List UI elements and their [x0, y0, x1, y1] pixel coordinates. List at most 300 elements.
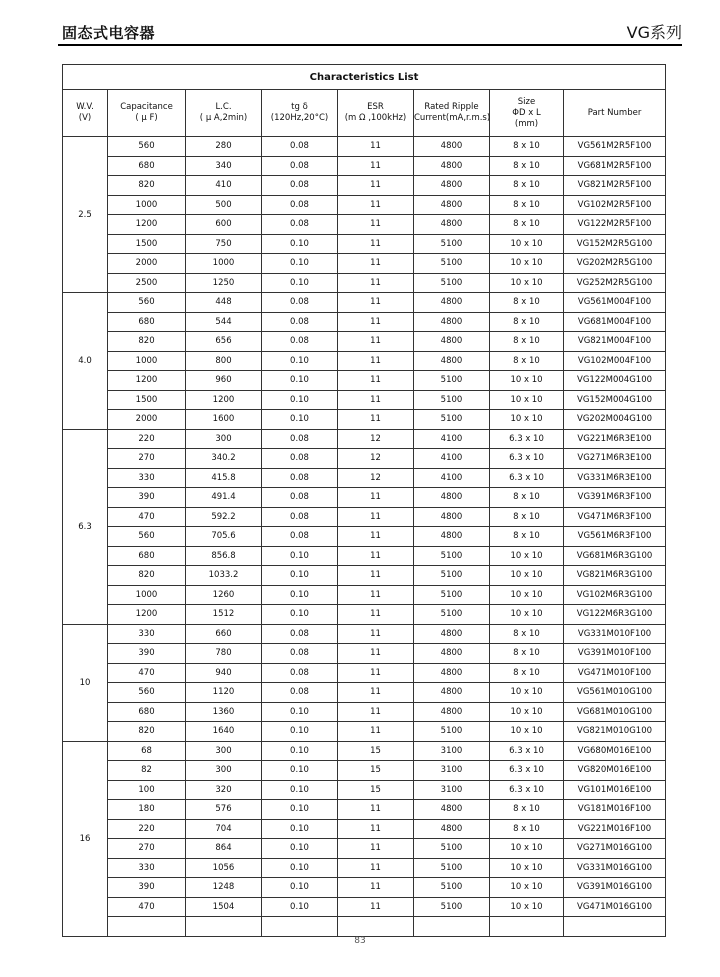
part-number-cell: VG202M2R5G100 — [564, 254, 666, 274]
ripple-cell: 5100 — [414, 234, 490, 254]
part-number-cell: VG101M016E100 — [564, 780, 666, 800]
capacitance-cell: 680 — [108, 702, 186, 722]
tg-cell: 0.10 — [262, 702, 338, 722]
size-cell: 10 x 10 — [490, 858, 564, 878]
capacitance-cell: 560 — [108, 137, 186, 157]
table-row — [63, 410, 666, 430]
table-row — [63, 566, 666, 586]
ripple-cell: 5100 — [414, 566, 490, 586]
lc-cell: 1360 — [186, 702, 262, 722]
capacitance-cell: 470 — [108, 897, 186, 917]
ripple-cell: 4800 — [414, 156, 490, 176]
part-number-cell: VG271M6R3E100 — [564, 449, 666, 469]
capacitance-cell: 270 — [108, 839, 186, 859]
esr-cell: 11 — [338, 546, 414, 566]
part-number-cell: VG271M016G100 — [564, 839, 666, 859]
size-cell: 8 x 10 — [490, 527, 564, 547]
lc-cell: 300 — [186, 761, 262, 781]
capacitance-cell: 330 — [108, 468, 186, 488]
part-number-cell: VG561M2R5F100 — [564, 137, 666, 157]
col-header-lc: L.C. ( μ A,2min) — [186, 90, 262, 137]
lc-cell: 1250 — [186, 273, 262, 293]
ripple-cell: 4800 — [414, 195, 490, 215]
capacitance-cell: 390 — [108, 878, 186, 898]
size-cell: 8 x 10 — [490, 663, 564, 683]
esr-cell: 11 — [338, 683, 414, 703]
lc-cell: 340.2 — [186, 449, 262, 469]
ripple-cell: 5100 — [414, 605, 490, 625]
esr-cell: 11 — [338, 156, 414, 176]
capacitance-cell: 1200 — [108, 371, 186, 391]
tg-cell: 0.08 — [262, 449, 338, 469]
part-number-cell: VG331M6R3E100 — [564, 468, 666, 488]
tg-cell: 0.10 — [262, 546, 338, 566]
ripple-cell: 4800 — [414, 137, 490, 157]
size-cell: 8 x 10 — [490, 215, 564, 235]
size-cell: 8 x 10 — [490, 176, 564, 196]
voltage-cell: 6.3 — [63, 429, 108, 624]
lc-cell: 500 — [186, 195, 262, 215]
voltage-cell: 2.5 — [63, 137, 108, 293]
tg-cell: 0.10 — [262, 741, 338, 761]
lc-cell: 940 — [186, 663, 262, 683]
tg-cell: 0.08 — [262, 624, 338, 644]
part-number-cell: VG820M016E100 — [564, 761, 666, 781]
part-number-cell: VG152M004G100 — [564, 390, 666, 410]
esr-cell: 15 — [338, 761, 414, 781]
table-row — [63, 371, 666, 391]
lc-cell: 1120 — [186, 683, 262, 703]
capacitance-cell: 820 — [108, 332, 186, 352]
ripple-cell: 5100 — [414, 410, 490, 430]
part-number-cell: VG821M004F100 — [564, 332, 666, 352]
col-header-ripple: Rated Ripple Current(mA,r.m.s) — [414, 90, 490, 137]
table-row — [63, 468, 666, 488]
lc-cell: 1033.2 — [186, 566, 262, 586]
esr-cell: 11 — [338, 293, 414, 313]
ripple-cell: 5100 — [414, 839, 490, 859]
lc-cell: 1056 — [186, 858, 262, 878]
capacitance-cell: 2000 — [108, 410, 186, 430]
table-row — [63, 273, 666, 293]
lc-cell: 1504 — [186, 897, 262, 917]
size-cell: 10 x 10 — [490, 897, 564, 917]
size-cell: 10 x 10 — [490, 722, 564, 742]
capacitance-cell: 1000 — [108, 351, 186, 371]
col-header-capacitance: Capacitance ( μ F) — [108, 90, 186, 137]
capacitance-cell: 180 — [108, 800, 186, 820]
lc-cell: 800 — [186, 351, 262, 371]
size-cell: 8 x 10 — [490, 312, 564, 332]
tg-cell: 0.08 — [262, 488, 338, 508]
table-row — [63, 254, 666, 274]
esr-cell: 11 — [338, 390, 414, 410]
part-number-cell: VG391M016G100 — [564, 878, 666, 898]
lc-cell: 576 — [186, 800, 262, 820]
ripple-cell: 5100 — [414, 897, 490, 917]
ripple-cell: 5100 — [414, 585, 490, 605]
capacitance-cell: 560 — [108, 683, 186, 703]
ripple-cell: 4800 — [414, 332, 490, 352]
size-cell: 6.3 x 10 — [490, 780, 564, 800]
table-row — [63, 761, 666, 781]
tg-cell: 0.08 — [262, 663, 338, 683]
tg-cell: 0.10 — [262, 839, 338, 859]
tg-cell: 0.10 — [262, 819, 338, 839]
tg-cell: 0.10 — [262, 780, 338, 800]
capacitance-cell: 1000 — [108, 195, 186, 215]
esr-cell: 11 — [338, 878, 414, 898]
tg-cell: 0.08 — [262, 683, 338, 703]
esr-cell: 11 — [338, 332, 414, 352]
ripple-cell: 3100 — [414, 780, 490, 800]
capacitance-cell: 220 — [108, 819, 186, 839]
ripple-cell: 5100 — [414, 858, 490, 878]
table-row — [63, 917, 666, 937]
lc-cell: 1600 — [186, 410, 262, 430]
size-cell: 10 x 10 — [490, 839, 564, 859]
esr-cell: 11 — [338, 605, 414, 625]
esr-cell: 15 — [338, 741, 414, 761]
table-row — [63, 741, 666, 761]
lc-cell: 600 — [186, 215, 262, 235]
size-cell: 8 x 10 — [490, 624, 564, 644]
esr-cell: 11 — [338, 819, 414, 839]
tg-cell: 0.08 — [262, 195, 338, 215]
size-cell: 10 x 10 — [490, 566, 564, 586]
table-row — [63, 215, 666, 235]
lc-cell: 1000 — [186, 254, 262, 274]
ripple-cell: 4800 — [414, 624, 490, 644]
size-cell: 10 x 10 — [490, 254, 564, 274]
esr-cell: 11 — [338, 702, 414, 722]
tg-cell: 0.08 — [262, 176, 338, 196]
table-row — [63, 293, 666, 313]
size-cell: 6.3 x 10 — [490, 468, 564, 488]
size-cell: 8 x 10 — [490, 137, 564, 157]
capacitance-cell: 820 — [108, 566, 186, 586]
tg-cell: 0.10 — [262, 858, 338, 878]
table-header-row — [63, 90, 666, 137]
size-cell: 10 x 10 — [490, 371, 564, 391]
part-number-cell: VG122M6R3G100 — [564, 605, 666, 625]
esr-cell: 11 — [338, 137, 414, 157]
table-row — [63, 839, 666, 859]
part-number-cell: VG221M6R3E100 — [564, 429, 666, 449]
size-cell: 6.3 x 10 — [490, 429, 564, 449]
table-row — [63, 624, 666, 644]
ripple-cell: 4800 — [414, 527, 490, 547]
capacitance-cell: 220 — [108, 429, 186, 449]
voltage-cell: 10 — [63, 624, 108, 741]
esr-cell: 11 — [338, 858, 414, 878]
capacitance-cell: 470 — [108, 507, 186, 527]
part-number-cell: VG821M6R3G100 — [564, 566, 666, 586]
tg-cell: 0.10 — [262, 585, 338, 605]
size-cell: 6.3 x 10 — [490, 449, 564, 469]
ripple-cell: 4800 — [414, 488, 490, 508]
size-cell: 10 x 10 — [490, 273, 564, 293]
size-cell: 8 x 10 — [490, 800, 564, 820]
esr-cell: 11 — [338, 527, 414, 547]
tg-cell: 0.10 — [262, 897, 338, 917]
lc-cell: 1200 — [186, 390, 262, 410]
capacitance-cell: 270 — [108, 449, 186, 469]
size-cell: 10 x 10 — [490, 546, 564, 566]
tg-cell: 0.10 — [262, 878, 338, 898]
lc-cell: 1260 — [186, 585, 262, 605]
table-row — [63, 390, 666, 410]
tg-cell: 0.10 — [262, 371, 338, 391]
part-number-cell: VG561M010G100 — [564, 683, 666, 703]
size-cell: 8 x 10 — [490, 819, 564, 839]
part-number-cell: VG122M2R5F100 — [564, 215, 666, 235]
series-title: VG系列 — [626, 23, 682, 42]
esr-cell: 12 — [338, 449, 414, 469]
ripple-cell: 4800 — [414, 176, 490, 196]
esr-cell: 12 — [338, 429, 414, 449]
size-cell — [490, 917, 564, 937]
lc-cell: 856.8 — [186, 546, 262, 566]
size-cell: 8 x 10 — [490, 332, 564, 352]
esr-cell: 11 — [338, 566, 414, 586]
table-row — [63, 858, 666, 878]
capacitance-cell: 1500 — [108, 234, 186, 254]
lc-cell: 704 — [186, 819, 262, 839]
table-row — [63, 507, 666, 527]
lc-cell: 415.8 — [186, 468, 262, 488]
header-title: 固态式电容器 — [62, 24, 156, 42]
ripple-cell: 3100 — [414, 741, 490, 761]
tg-cell: 0.08 — [262, 468, 338, 488]
ripple-cell: 4800 — [414, 293, 490, 313]
part-number-cell: VG681M2R5F100 — [564, 156, 666, 176]
capacitance-cell: 820 — [108, 176, 186, 196]
size-cell: 8 x 10 — [490, 156, 564, 176]
col-header-esr: ESR (m Ω ,100kHz) — [338, 90, 414, 137]
part-number-cell: VG252M2R5G100 — [564, 273, 666, 293]
part-number-cell: VG331M016G100 — [564, 858, 666, 878]
part-number-cell: VG821M010G100 — [564, 722, 666, 742]
size-cell: 10 x 10 — [490, 410, 564, 430]
lc-cell: 491.4 — [186, 488, 262, 508]
lc-cell: 864 — [186, 839, 262, 859]
col-header-wv: W.V. (V) — [63, 90, 108, 137]
ripple-cell: 4800 — [414, 507, 490, 527]
ripple-cell: 4800 — [414, 702, 490, 722]
size-cell: 10 x 10 — [490, 702, 564, 722]
part-number-cell: VG471M010F100 — [564, 663, 666, 683]
capacitance-cell: 560 — [108, 527, 186, 547]
size-cell: 8 x 10 — [490, 195, 564, 215]
esr-cell: 11 — [338, 624, 414, 644]
part-number-cell: VG821M2R5F100 — [564, 176, 666, 196]
esr-cell: 11 — [338, 839, 414, 859]
capacitance-cell: 82 — [108, 761, 186, 781]
esr-cell: 11 — [338, 371, 414, 391]
page-header — [62, 22, 682, 44]
size-cell: 6.3 x 10 — [490, 761, 564, 781]
ripple-cell: 5100 — [414, 254, 490, 274]
table-row — [63, 234, 666, 254]
esr-cell: 11 — [338, 722, 414, 742]
tg-cell: 0.10 — [262, 234, 338, 254]
lc-cell: 410 — [186, 176, 262, 196]
capacitance-cell: 560 — [108, 293, 186, 313]
size-cell: 10 x 10 — [490, 683, 564, 703]
ripple-cell: 4800 — [414, 819, 490, 839]
ripple-cell: 4800 — [414, 644, 490, 664]
table-row — [63, 722, 666, 742]
esr-cell: 11 — [338, 585, 414, 605]
esr-cell: 15 — [338, 780, 414, 800]
table-row — [63, 800, 666, 820]
esr-cell: 11 — [338, 800, 414, 820]
tg-cell: 0.08 — [262, 156, 338, 176]
ripple-cell: 4800 — [414, 800, 490, 820]
lc-cell: 300 — [186, 429, 262, 449]
capacitance-cell: 1000 — [108, 585, 186, 605]
ripple-cell: 4800 — [414, 683, 490, 703]
table-row — [63, 897, 666, 917]
tg-cell: 0.10 — [262, 722, 338, 742]
capacitance-cell: 820 — [108, 722, 186, 742]
capacitance-cell: 330 — [108, 858, 186, 878]
part-number-cell: VG102M2R5F100 — [564, 195, 666, 215]
tg-cell: 0.08 — [262, 137, 338, 157]
size-cell: 8 x 10 — [490, 644, 564, 664]
lc-cell: 320 — [186, 780, 262, 800]
part-number-cell: VG102M6R3G100 — [564, 585, 666, 605]
ripple-cell: 5100 — [414, 273, 490, 293]
capacitance-cell: 470 — [108, 663, 186, 683]
esr-cell: 11 — [338, 410, 414, 430]
part-number-cell: VG122M004G100 — [564, 371, 666, 391]
esr-cell: 11 — [338, 195, 414, 215]
capacitance-cell: 1200 — [108, 215, 186, 235]
table-row — [63, 585, 666, 605]
tg-cell: 0.10 — [262, 761, 338, 781]
ripple-cell: 4100 — [414, 468, 490, 488]
size-cell: 10 x 10 — [490, 585, 564, 605]
capacitance-cell: 2000 — [108, 254, 186, 274]
size-cell: 10 x 10 — [490, 878, 564, 898]
tg-cell: 0.10 — [262, 605, 338, 625]
capacitance-cell: 680 — [108, 546, 186, 566]
size-cell: 10 x 10 — [490, 390, 564, 410]
lc-cell: 1640 — [186, 722, 262, 742]
ripple-cell: 4800 — [414, 312, 490, 332]
capacitance-cell: 68 — [108, 741, 186, 761]
capacitance-cell: 100 — [108, 780, 186, 800]
table-row — [63, 780, 666, 800]
esr-cell: 11 — [338, 273, 414, 293]
lc-cell: 780 — [186, 644, 262, 664]
table-row — [63, 137, 666, 157]
table-row — [63, 176, 666, 196]
lc-cell: 656 — [186, 332, 262, 352]
tg-cell: 0.08 — [262, 293, 338, 313]
part-number-cell: VG561M6R3F100 — [564, 527, 666, 547]
esr-cell: 11 — [338, 215, 414, 235]
lc-cell: 544 — [186, 312, 262, 332]
lc-cell: 705.6 — [186, 527, 262, 547]
lc-cell: 448 — [186, 293, 262, 313]
capacitance-cell — [108, 917, 186, 937]
table-row — [63, 527, 666, 547]
tg-cell: 0.10 — [262, 800, 338, 820]
part-number-cell: VG391M6R3F100 — [564, 488, 666, 508]
lc-cell: 280 — [186, 137, 262, 157]
col-header-tg: tg δ (120Hz,20°C) — [262, 90, 338, 137]
part-number-cell: VG391M010F100 — [564, 644, 666, 664]
part-number-cell: VG331M010F100 — [564, 624, 666, 644]
table-row — [63, 195, 666, 215]
lc-cell — [186, 917, 262, 937]
table-row — [63, 878, 666, 898]
esr-cell: 11 — [338, 351, 414, 371]
ripple-cell: 4100 — [414, 429, 490, 449]
tg-cell — [262, 917, 338, 937]
part-number-cell: VG681M010G100 — [564, 702, 666, 722]
tg-cell: 0.08 — [262, 507, 338, 527]
esr-cell: 11 — [338, 663, 414, 683]
ripple-cell: 4100 — [414, 449, 490, 469]
lc-cell: 960 — [186, 371, 262, 391]
table-row — [63, 702, 666, 722]
capacitance-cell: 330 — [108, 624, 186, 644]
table-row — [63, 429, 666, 449]
part-number-cell: VG221M016F100 — [564, 819, 666, 839]
part-number-cell: VG681M6R3G100 — [564, 546, 666, 566]
tg-cell: 0.08 — [262, 332, 338, 352]
table-row — [63, 332, 666, 352]
table-row — [63, 546, 666, 566]
size-cell: 8 x 10 — [490, 351, 564, 371]
lc-cell: 340 — [186, 156, 262, 176]
col-header-part-number: Part Number — [564, 90, 666, 137]
part-number-cell: VG680M016E100 — [564, 741, 666, 761]
lc-cell: 660 — [186, 624, 262, 644]
tg-cell: 0.10 — [262, 390, 338, 410]
part-number-cell: VG471M6R3F100 — [564, 507, 666, 527]
tg-cell: 0.10 — [262, 351, 338, 371]
tg-cell: 0.10 — [262, 273, 338, 293]
capacitance-cell: 2500 — [108, 273, 186, 293]
ripple-cell: 3100 — [414, 761, 490, 781]
capacitance-cell: 1200 — [108, 605, 186, 625]
part-number-cell: VG471M016G100 — [564, 897, 666, 917]
page-number: 83 — [354, 936, 366, 946]
voltage-cell: 4.0 — [63, 293, 108, 430]
size-cell: 8 x 10 — [490, 507, 564, 527]
lc-cell: 592.2 — [186, 507, 262, 527]
capacitance-cell: 680 — [108, 312, 186, 332]
table-row — [63, 819, 666, 839]
tg-cell: 0.08 — [262, 312, 338, 332]
lc-cell: 300 — [186, 741, 262, 761]
capacitance-cell: 390 — [108, 644, 186, 664]
table-title: Characteristics List — [63, 65, 666, 90]
table-row — [63, 156, 666, 176]
esr-cell: 11 — [338, 644, 414, 664]
part-number-cell: VG152M2R5G100 — [564, 234, 666, 254]
table-row — [63, 351, 666, 371]
esr-cell: 11 — [338, 312, 414, 332]
part-number-cell: VG202M004G100 — [564, 410, 666, 430]
size-cell: 8 x 10 — [490, 293, 564, 313]
part-number-cell: VG561M004F100 — [564, 293, 666, 313]
